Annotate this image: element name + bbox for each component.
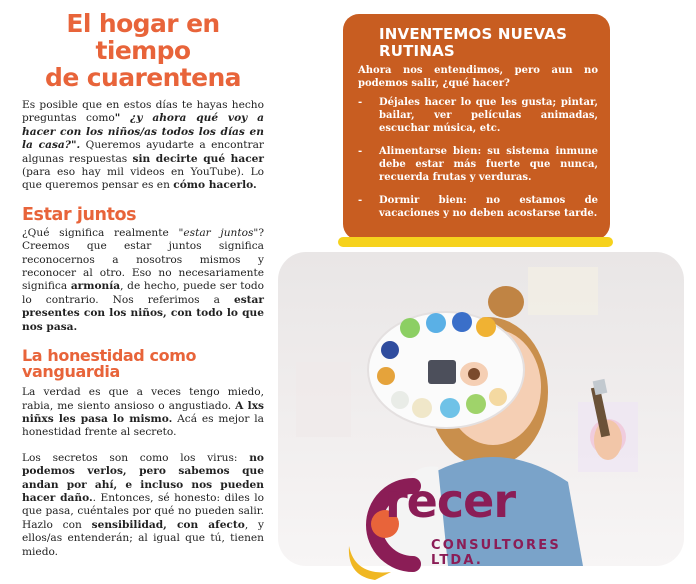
honestidad-paragraph bbox=[22, 386, 264, 440]
section2-title-line2: vanguardia bbox=[22, 362, 120, 382]
dash-bullet: - bbox=[358, 195, 363, 206]
routines-intro: Ahora nos entendimos, pero aun no podemos salir, ¿qué hacer? bbox=[358, 65, 598, 89]
intro-text-3: (para eso hay mil videos en YouTube). Lo que queremos pensar es en bbox=[22, 166, 264, 192]
intro-emphasis: sin decirte qué hacer bbox=[132, 152, 264, 165]
routines-title bbox=[355, 26, 598, 60]
s2-text-2: Acá es mejor la honestidad frente al secreto. bbox=[22, 412, 264, 439]
s3-emphasis: no podemos verlos, pero sabemos que andan por ahí, e incluso nos pueden hacer daño. bbox=[22, 451, 264, 504]
list-item-text: Dormir bien: no estamos de vacaciones y no deben acostarse tarde. bbox=[379, 195, 598, 219]
list-item bbox=[355, 96, 598, 135]
page-title bbox=[22, 10, 264, 91]
intro-question: " ¿y ahora qué voy a hacer con los niños/as todos los días en la casa?". bbox=[22, 112, 264, 152]
logo-subtitle: CONSULTORES LTDA. bbox=[431, 538, 561, 568]
list-item bbox=[355, 145, 598, 184]
list-item-text: Alimentarse bien: su sistema inmune debe estar más fuerte que nunca, recuerda frutas y verduras. bbox=[379, 146, 598, 183]
page-title-line1: El hogar en tiempo bbox=[66, 9, 220, 65]
logo-wordmark: recer bbox=[385, 474, 516, 528]
intro-text-2: Queremos ayudarte a encontrar algunas respuestas bbox=[22, 139, 265, 165]
s2-emphasis: A lxs niñxs les pasa lo mismo. bbox=[22, 399, 264, 425]
s3-text-2: . Entonces, sé honesto: diles lo que pasa, cuéntales por qué no pueden salir. Hazlo con bbox=[22, 491, 264, 531]
s1-emphasis: estar presentes con los niños, con todo lo que nos pasa. bbox=[22, 293, 264, 333]
s1-text-3: , de hecho, puede ser todo lo contrario. Nos referimos a bbox=[22, 280, 264, 306]
list-item-text: Déjales hacer lo que les gusta; pintar, bailar, ver películas animadas, escuchar música, etc. bbox=[379, 97, 598, 134]
secretos-paragraph bbox=[22, 452, 264, 559]
yellow-accent-bar bbox=[338, 237, 613, 247]
s1-armonia: armonía bbox=[70, 280, 121, 293]
intro-text: Es posible que en estos días te hayas hecho preguntas como bbox=[22, 99, 264, 125]
routines-list bbox=[355, 96, 598, 220]
s3-text-3: , y ellos/as entenderán; al igual que tú, tienen miedo. bbox=[22, 518, 264, 558]
s3-text: Los secretos son como los virus: bbox=[22, 451, 250, 464]
s3-emphasis-2: sensibilidad, con afecto bbox=[91, 518, 245, 531]
dash-bullet: - bbox=[358, 97, 363, 108]
list-item bbox=[355, 194, 598, 220]
section-title-honestidad bbox=[22, 348, 264, 380]
intro-emphasis-2: cómo hacerlo. bbox=[173, 179, 257, 192]
left-column bbox=[22, 10, 264, 559]
intro-paragraph bbox=[22, 99, 264, 193]
section-title-estar-juntos: Estar juntos bbox=[22, 204, 137, 225]
s1-quote: "estar juntos" bbox=[178, 226, 259, 239]
s1-text: ¿Qué significa realmente bbox=[22, 226, 179, 239]
s2-text: La verdad es que a veces tengo miedo, rabia, me siento ansioso o angustiado. bbox=[22, 386, 264, 412]
s1-text-2: ? Creemos que estar juntos significa reconocernos a nosotros mismos y reconocer al otro. Eso no necesariamente significa bbox=[22, 226, 264, 293]
crecer-logo bbox=[345, 472, 615, 582]
estar-juntos-paragraph bbox=[22, 227, 264, 334]
routines-title-line1: INVENTEMOS NUEVAS bbox=[379, 25, 568, 43]
page-title-line2: de cuarentena bbox=[45, 63, 241, 92]
section2-title-line1: La honestidad como bbox=[22, 346, 197, 366]
dash-bullet: - bbox=[358, 146, 363, 157]
routines-title-line2: RUTINAS bbox=[379, 42, 455, 60]
routines-box bbox=[343, 14, 610, 240]
